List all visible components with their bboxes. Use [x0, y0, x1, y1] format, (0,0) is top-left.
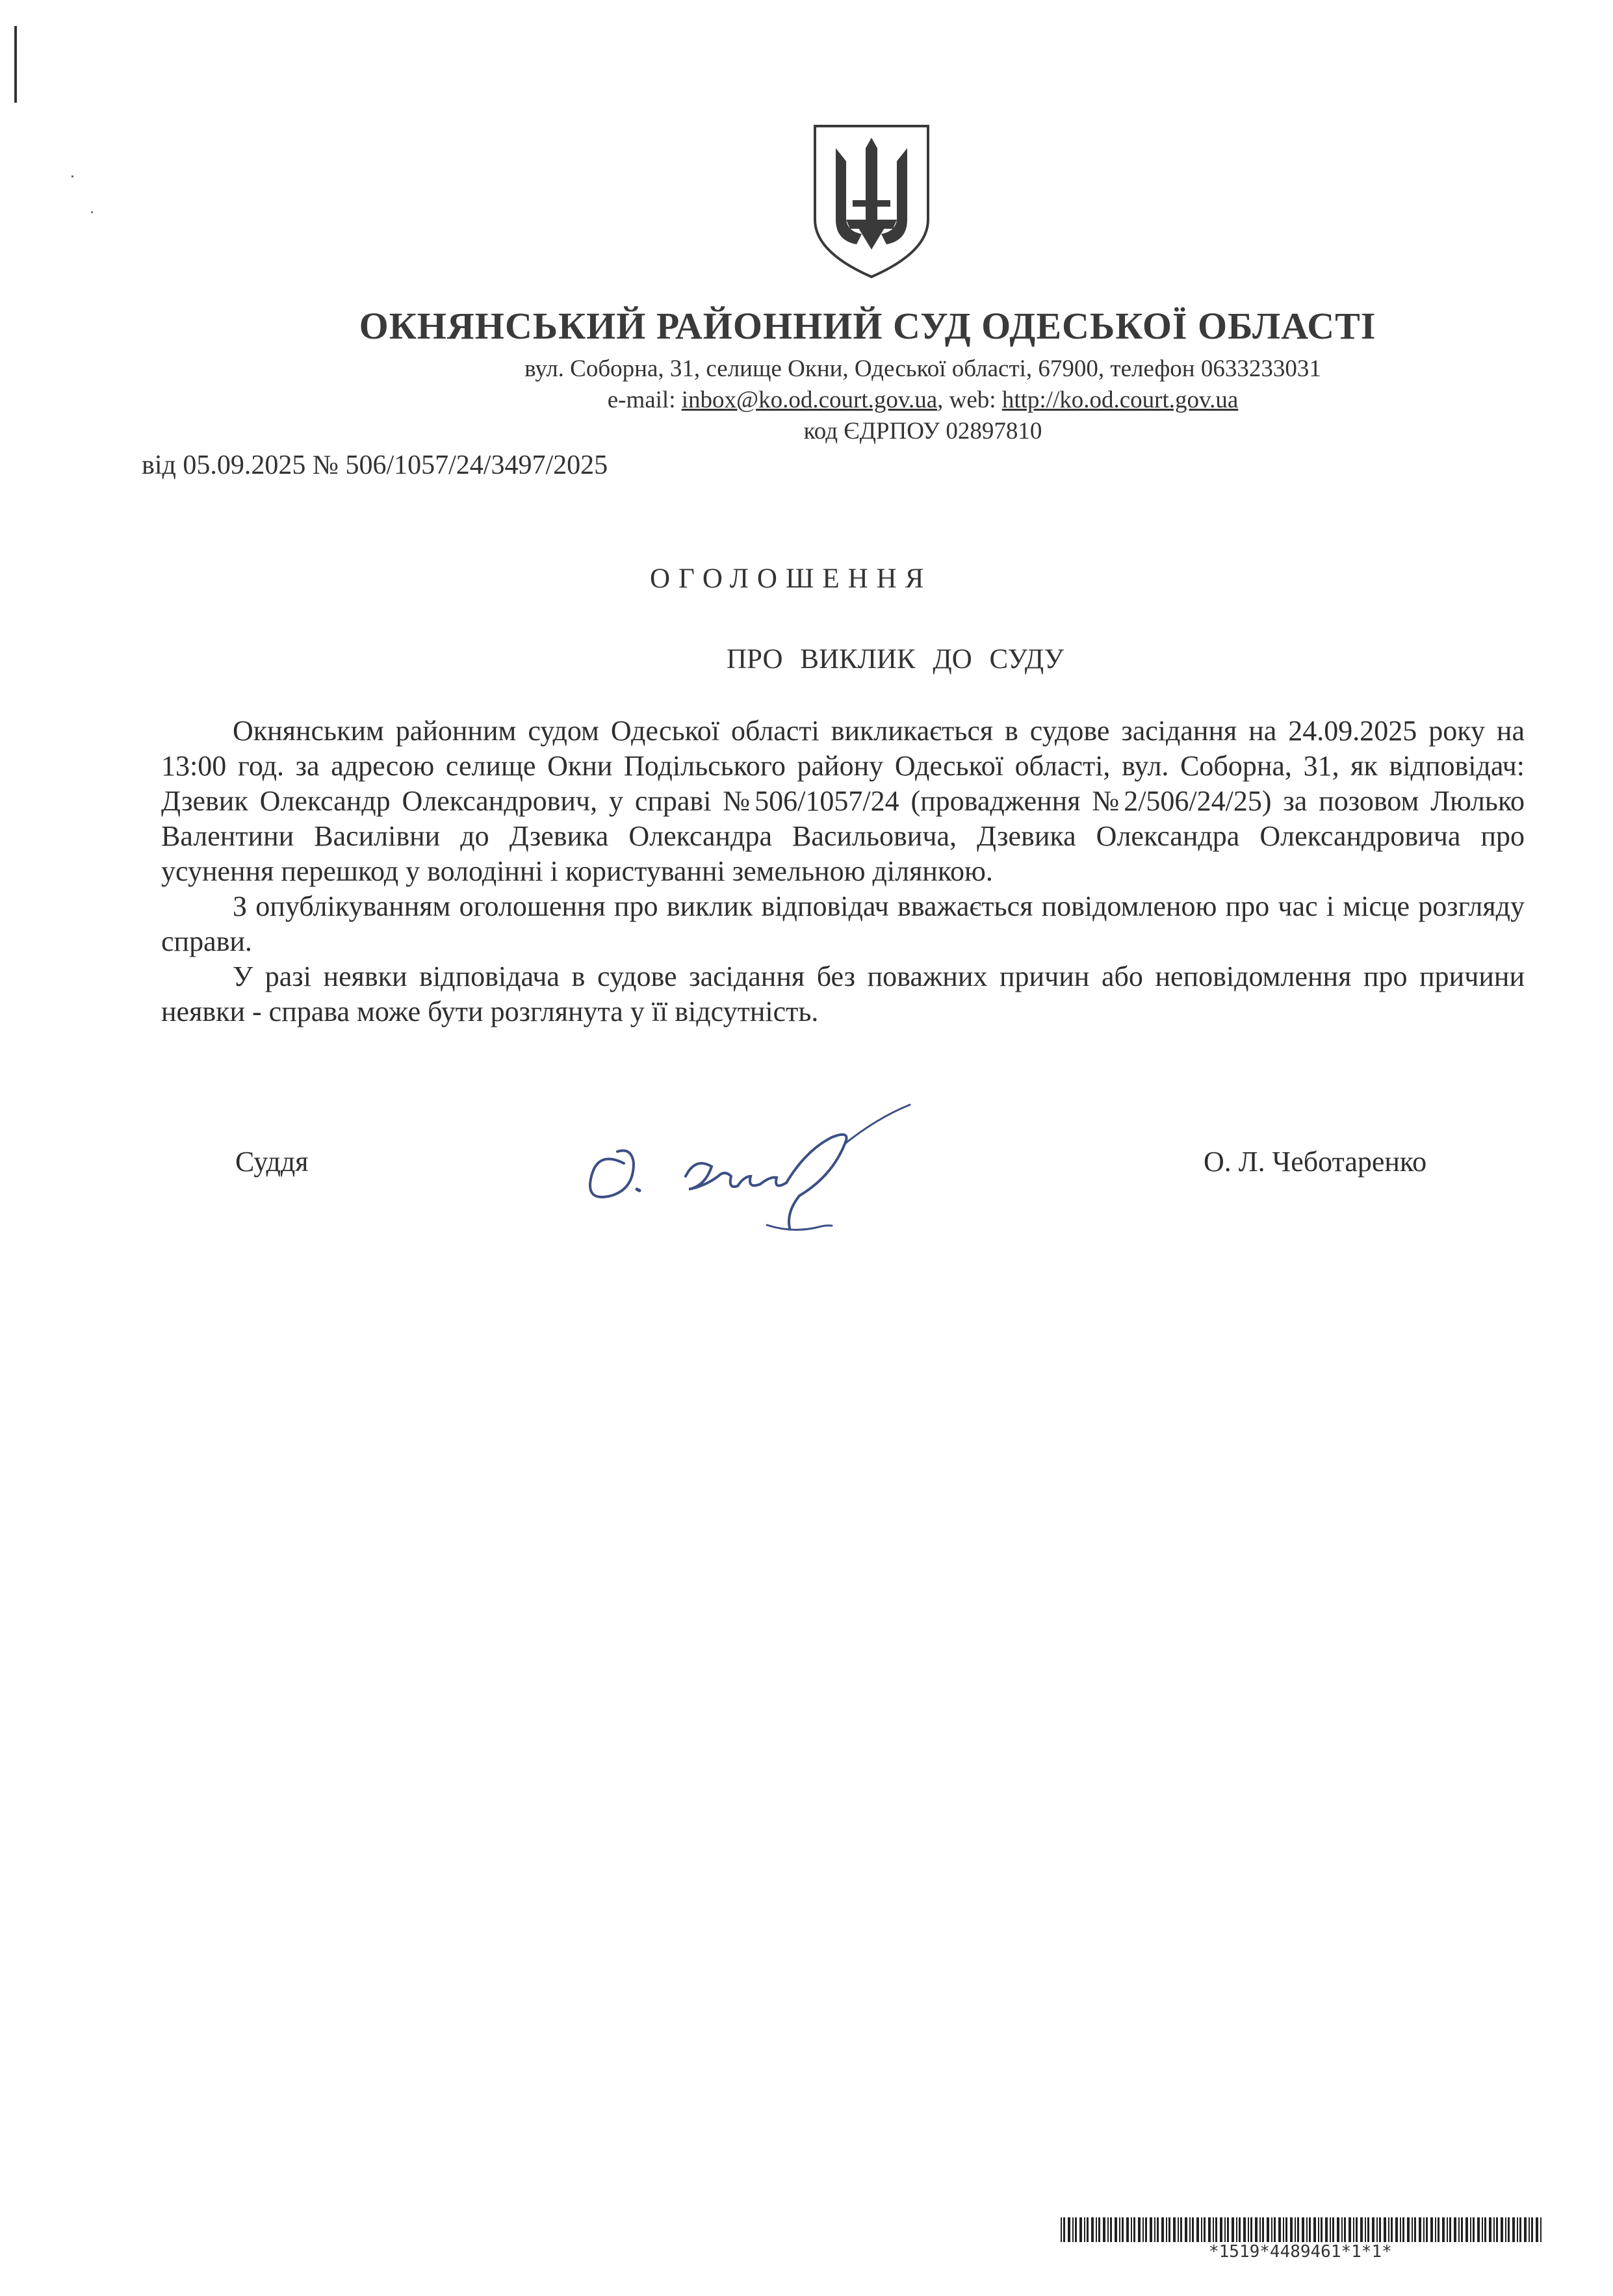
- barcode-bar: [1367, 2217, 1369, 2242]
- barcode-bar: [1302, 2217, 1304, 2242]
- barcode-bar: [1068, 2217, 1070, 2242]
- barcode-bar: [1087, 2217, 1089, 2242]
- barcode-bar: [1536, 2217, 1538, 2242]
- coat-of-arms-icon: [811, 122, 932, 281]
- barcode-bar: [1372, 2217, 1374, 2242]
- barcode-bar: [1290, 2217, 1293, 2242]
- scan-speck: [91, 211, 93, 213]
- barcode-bar: [1529, 2217, 1530, 2242]
- barcode-bar: [1379, 2217, 1381, 2242]
- barcode-bar: [1353, 2217, 1354, 2242]
- barcode-bar: [1458, 2217, 1460, 2242]
- barcode-bar: [1061, 2217, 1062, 2242]
- barcode-bar: [1119, 2217, 1120, 2242]
- barcode-bar: [1501, 2217, 1503, 2242]
- barcode-bar: [1482, 2217, 1483, 2242]
- barcode-bar: [1075, 2217, 1077, 2242]
- barcode-bar: [1419, 2217, 1421, 2242]
- barcode-bar: [1470, 2217, 1471, 2242]
- barcode-bar: [1442, 2217, 1445, 2242]
- barcode-bar: [1285, 2217, 1287, 2242]
- barcode-bar: [1407, 2217, 1410, 2242]
- barcode-bar: [1215, 2217, 1217, 2242]
- barcode-bar: [1227, 2217, 1229, 2242]
- barcode-bar: [1126, 2217, 1129, 2242]
- barcode-bar: [1297, 2217, 1299, 2242]
- barcode-bar: [1318, 2217, 1319, 2242]
- barcode-bar: [1091, 2217, 1094, 2242]
- barcode-bar: [1208, 2217, 1211, 2242]
- barcode-bar: [1096, 2217, 1097, 2242]
- barcode-bar: [1157, 2217, 1159, 2242]
- barcode-bar: [1283, 2217, 1284, 2242]
- barcode-bar: [1402, 2217, 1404, 2242]
- document-title: ОГОЛОШЕННЯ: [650, 563, 933, 594]
- barcode-bar: [1512, 2217, 1515, 2242]
- barcode-bar: [1376, 2217, 1378, 2242]
- barcode-bar: [1250, 2217, 1252, 2242]
- barcode-bar: [1098, 2217, 1100, 2242]
- barcode-bar: [1461, 2217, 1463, 2242]
- barcode-bar: [1337, 2217, 1339, 2242]
- barcode-bar: [1115, 2217, 1117, 2242]
- handwritten-signature: [572, 1079, 936, 1248]
- barcode-bar: [1196, 2217, 1199, 2242]
- barcode-bar: [1180, 2217, 1182, 2242]
- barcode-bar: [1414, 2217, 1416, 2242]
- barcode-bar: [1262, 2217, 1264, 2242]
- barcode-bar: [1365, 2217, 1366, 2242]
- body-paragraph: З опублікуванням оголошення про виклик відповідач вважається повідомленою про час і місце розгляду справи.: [161, 890, 1525, 957]
- body-paragraph: У разі неявки відповідача в судове засідання без поважних причин або неповідомлення про причини неявки - справа може бути розглянута у її відсутність.: [161, 961, 1525, 1027]
- barcode-bar: [1540, 2217, 1542, 2242]
- barcode-bar: [1150, 2217, 1152, 2242]
- barcode-bar: [1447, 2217, 1448, 2242]
- barcode-bar: [1360, 2217, 1363, 2242]
- barcode-bar: [1248, 2217, 1249, 2242]
- barcode-bar: [1161, 2217, 1164, 2242]
- barcode-bar: [1348, 2217, 1351, 2242]
- barcode-bar: [1133, 2217, 1135, 2242]
- barcode-bar: [1122, 2217, 1124, 2242]
- barcode-bar: [1412, 2217, 1413, 2242]
- barcode-bar: [1309, 2217, 1311, 2242]
- barcode-bar: [1063, 2217, 1065, 2242]
- barcode-bar: [1084, 2217, 1085, 2242]
- barcode-bar: [1484, 2217, 1486, 2242]
- barcode-bar: [1489, 2217, 1491, 2242]
- barcode-bar: [1391, 2217, 1393, 2242]
- barcode-bar: [1204, 2217, 1206, 2242]
- barcode-bar: [1079, 2217, 1082, 2242]
- barcode-bar: [1107, 2217, 1109, 2242]
- barcode-bar: [1278, 2217, 1281, 2242]
- barcode-bar: [1384, 2217, 1386, 2242]
- barcode-bar: [1496, 2217, 1498, 2242]
- barcode-bar: [1344, 2217, 1346, 2242]
- judge-role: Суддя: [235, 1146, 309, 1178]
- barcode-bar: [1517, 2217, 1518, 2242]
- barcode-bar: [1426, 2217, 1428, 2242]
- barcode-bar: [1220, 2217, 1222, 2242]
- email-link[interactable]: inbox@ko.od.court.gov.ua: [681, 387, 938, 413]
- barcode-bar: [1103, 2217, 1105, 2242]
- scan-speck: [71, 175, 73, 177]
- barcode-bar: [1531, 2217, 1533, 2242]
- barcode-bar: [1493, 2217, 1495, 2242]
- barcode-bar: [1313, 2217, 1316, 2242]
- barcode-bar: [1142, 2217, 1144, 2242]
- barcode-bar: [1430, 2217, 1433, 2242]
- edrpou-code: код ЄДРПОУ 02897810: [803, 418, 1042, 445]
- barcode-bar: [1267, 2217, 1269, 2242]
- barcode-bar: [1400, 2217, 1401, 2242]
- document-subtitle: ПРО ВИКЛИК ДО СУДУ: [727, 644, 1065, 675]
- document-reference: від 05.09.2025 № 506/1057/24/3497/2025: [142, 450, 608, 480]
- barcode-bar: [1395, 2217, 1398, 2242]
- court-name: ОКНЯНСЬКИЙ РАЙОННИЙ СУД ОДЕСЬКОЇ ОБЛАСТІ: [359, 305, 1376, 347]
- barcode-bar: [1154, 2217, 1155, 2242]
- barcode-bar: [1423, 2217, 1425, 2242]
- barcode-bar: [1477, 2217, 1480, 2242]
- body-paragraph: Окнянським районним судом Одеської області викликається в судове засідання на 24.09.2025 року на 13:00 год. за адресою селище Окни Подільського району Одеської області, вул. Соборна, 31, як відповідач: Дзевик Олександр Олександрович, у справі №506/1057/24 (провадження №2/506/24/25) за позовом Люлько Валентини Василівни до Дзевика Олександра Васильовича, Дзевика Олександра Олександровича про усунення перешкод у володінні і користуванні земельною ділянкою.: [161, 715, 1525, 887]
- court-address: вул. Соборна, 31, селище Окни, Одеської області, 67900, телефон 0633233031: [524, 355, 1321, 382]
- barcode-bar: [1259, 2217, 1261, 2242]
- barcode-bar: [1201, 2217, 1202, 2242]
- barcode-bar: [1110, 2217, 1112, 2242]
- barcode-bar: [1321, 2217, 1323, 2242]
- barcode-bar: [1243, 2217, 1246, 2242]
- barcode-bar: [1166, 2217, 1167, 2242]
- barcode-bar: [1173, 2217, 1176, 2242]
- barcode-bar: [1232, 2217, 1234, 2242]
- barcode-bar: [1274, 2217, 1276, 2242]
- barcode-bar: [1271, 2217, 1272, 2242]
- barcode-bar: [1189, 2217, 1191, 2242]
- barcode-bar: [1330, 2217, 1331, 2242]
- barcode-bar: [1473, 2217, 1475, 2242]
- scan-edge-mark: [14, 26, 17, 103]
- barcode-bar: [1295, 2217, 1296, 2242]
- barcode-bar: [1519, 2217, 1521, 2242]
- barcode-bar: [1356, 2217, 1358, 2242]
- barcode-number: *1519*4489461*1*1*: [1209, 2242, 1392, 2262]
- barcode-bar: [1224, 2217, 1226, 2242]
- barcode-bar: [1508, 2217, 1510, 2242]
- judge-name: О. Л. Чеботаренко: [1204, 1146, 1427, 1178]
- barcode-bar: [1449, 2217, 1451, 2242]
- barcode-bar: [1192, 2217, 1194, 2242]
- barcode-bar: [1465, 2217, 1468, 2242]
- barcode-icon: [1061, 2217, 1544, 2242]
- barcode-bar: [1168, 2217, 1170, 2242]
- email-label: e-mail:: [607, 387, 682, 413]
- court-contacts: [325, 386, 1521, 414]
- barcode-bar: [1438, 2217, 1439, 2242]
- barcode-bar: [1388, 2217, 1389, 2242]
- barcode-bar: [1131, 2217, 1132, 2242]
- barcode-bar: [1239, 2217, 1241, 2242]
- barcode-bar: [1454, 2217, 1456, 2242]
- barcode-bar: [1341, 2217, 1343, 2242]
- barcode-bar: [1325, 2217, 1328, 2242]
- web-label: , web:: [937, 387, 1002, 413]
- barcode-bar: [1213, 2217, 1214, 2242]
- web-link[interactable]: http://ko.od.court.gov.ua: [1001, 387, 1239, 413]
- barcode-bar: [1072, 2217, 1074, 2242]
- barcode-bar: [1255, 2217, 1258, 2242]
- barcode-bar: [1306, 2217, 1308, 2242]
- barcode-bar: [1524, 2217, 1527, 2242]
- barcode-bar: [1236, 2217, 1237, 2242]
- barcode-bar: [1145, 2217, 1147, 2242]
- barcode-bar: [1138, 2217, 1141, 2242]
- barcode-bar: [1505, 2217, 1506, 2242]
- barcode-bar: [1332, 2217, 1334, 2242]
- barcode-bar: [1185, 2217, 1187, 2242]
- barcode-bar: [1178, 2217, 1179, 2242]
- notice-body: [161, 714, 1525, 1029]
- barcode-bar: [1435, 2217, 1436, 2242]
